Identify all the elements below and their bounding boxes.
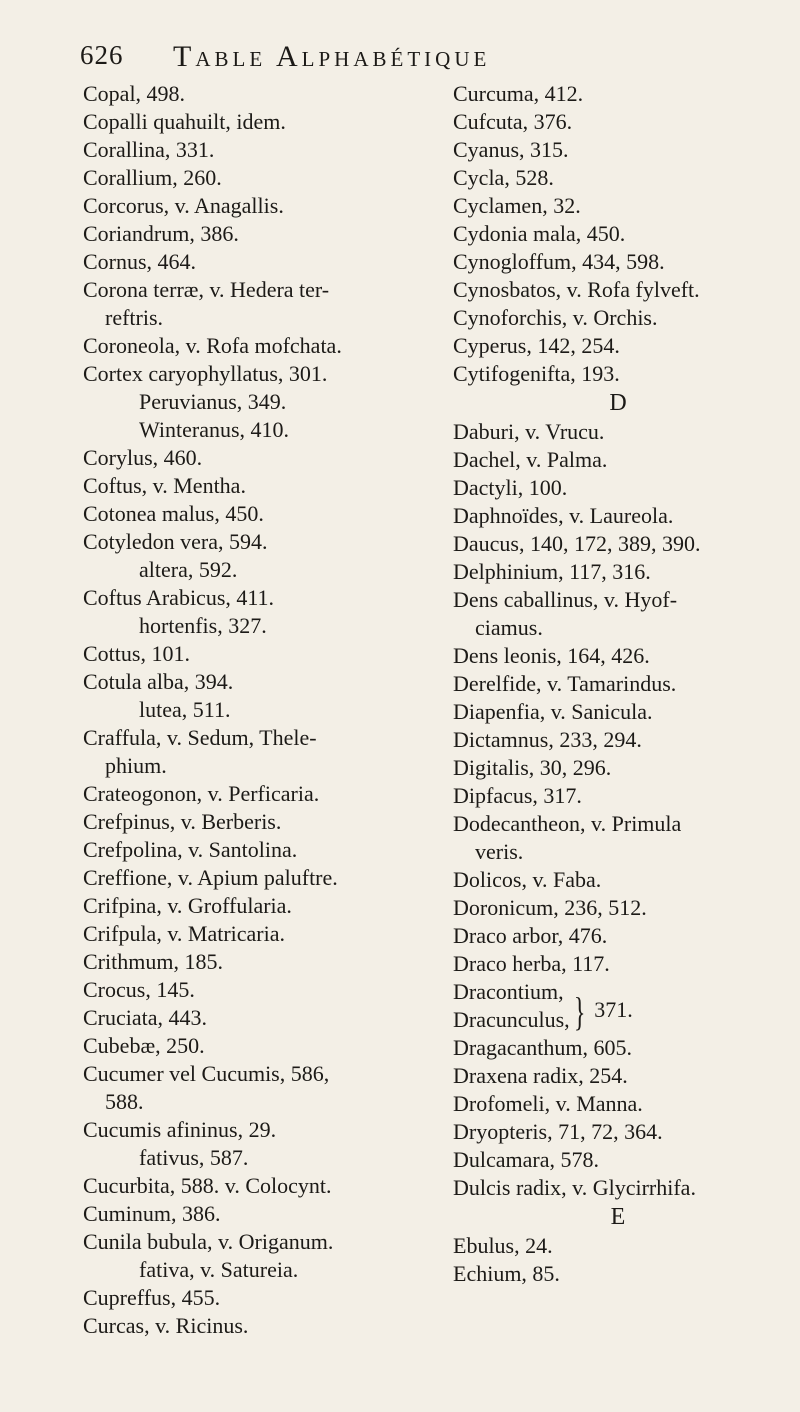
index-entry bbox=[83, 752, 428, 780]
index-entry bbox=[453, 866, 783, 894]
entry-text: Peruvianus, 349. bbox=[139, 389, 287, 414]
entry-text: Copal, 498. bbox=[83, 81, 186, 106]
entry-text: Cynosbatos, v. Rofa fylveft. bbox=[453, 277, 700, 302]
entry-text: Coftus, v. Mentha. bbox=[83, 473, 246, 498]
entry-text: Dodecantheon, v. Primula bbox=[453, 811, 682, 836]
index-entry bbox=[453, 474, 783, 502]
entry-text: Draco herba, 117. bbox=[453, 951, 610, 976]
index-entry bbox=[453, 530, 783, 558]
entry-text: Crefpolina, v. Santolina. bbox=[83, 837, 298, 862]
entry-text: Cucumer vel Cucumis, 586, bbox=[83, 1061, 330, 1086]
index-entry bbox=[83, 640, 428, 668]
index-entry bbox=[453, 1232, 783, 1260]
index-entry bbox=[83, 780, 428, 808]
entry-text: Creffione, v. Apium paluftre. bbox=[83, 865, 338, 890]
index-entry bbox=[453, 894, 783, 922]
entry-text: ciamus. bbox=[475, 615, 543, 640]
index-entry bbox=[83, 388, 428, 416]
entry-text: Dens caballinus, v. Hyof- bbox=[453, 587, 678, 612]
index-entry bbox=[83, 108, 428, 136]
entry-text: Coroneola, v. Rofa mofchata. bbox=[83, 333, 342, 358]
entry-text: veris. bbox=[475, 839, 524, 864]
index-entry bbox=[453, 558, 783, 586]
entry-text: fativa, v. Satureia. bbox=[139, 1257, 299, 1282]
entry-text: Coftus Arabicus, 411. bbox=[83, 585, 275, 610]
entry-text: Ebulus, 24. bbox=[453, 1233, 553, 1258]
index-entry bbox=[83, 332, 428, 360]
entry-text: Cucurbita, 588. v. Colocynt. bbox=[83, 1173, 332, 1198]
index-entry bbox=[83, 192, 428, 220]
index-entry bbox=[83, 360, 428, 388]
entry-text: Cytifogenifta, 193. bbox=[453, 361, 620, 386]
index-entry bbox=[83, 948, 428, 976]
index-entry bbox=[83, 304, 428, 332]
index-entry bbox=[83, 1032, 428, 1060]
entry-text: Corallium, 260. bbox=[83, 165, 222, 190]
entry-text: Cyclamen, 32. bbox=[453, 193, 581, 218]
index-entry bbox=[453, 502, 783, 530]
entry-text: 588. bbox=[105, 1089, 144, 1114]
index-entry bbox=[453, 360, 783, 388]
index-entry bbox=[83, 528, 428, 556]
entry-text: Corylus, 460. bbox=[83, 445, 203, 470]
index-entry bbox=[453, 698, 783, 726]
index-entry bbox=[83, 1144, 428, 1172]
entry-text: Cycla, 528. bbox=[453, 165, 554, 190]
index-entry bbox=[83, 276, 428, 304]
page-number: 626 bbox=[80, 40, 124, 70]
index-entry bbox=[453, 838, 783, 866]
index-entry bbox=[453, 80, 783, 108]
index-entry bbox=[453, 1260, 783, 1288]
entry-text: Dracunculus, bbox=[453, 1007, 570, 1032]
index-column-left bbox=[83, 80, 428, 1340]
entry-text: Corallina, 331. bbox=[83, 137, 215, 162]
entry-text: Cunila bubula, v. Origanum. bbox=[83, 1229, 334, 1254]
index-entry bbox=[83, 500, 428, 528]
entry-text: Echium, 85. bbox=[453, 1261, 560, 1286]
entry-text: Cynoforchis, v. Orchis. bbox=[453, 305, 658, 330]
index-column-right bbox=[453, 80, 783, 1288]
brace-page-ref: } 371. bbox=[573, 989, 633, 1034]
entry-text: hortenfis, 327. bbox=[139, 613, 267, 638]
entry-text: Crefpinus, v. Berberis. bbox=[83, 809, 282, 834]
index-entry bbox=[453, 670, 783, 698]
index-entry bbox=[453, 164, 783, 192]
index-entry bbox=[83, 808, 428, 836]
entry-text: Daucus, 140, 172, 389, 390. bbox=[453, 531, 701, 556]
index-entry bbox=[83, 1200, 428, 1228]
index-entry bbox=[453, 1174, 783, 1202]
entry-text: Cucumis afininus, 29. bbox=[83, 1117, 277, 1142]
index-entry bbox=[453, 192, 783, 220]
entry-text: Cufcuta, 376. bbox=[453, 109, 573, 134]
index-entry bbox=[83, 1228, 428, 1256]
entry-text: Curcas, v. Ricinus. bbox=[83, 1313, 249, 1338]
entry-text: Cortex caryophyllatus, 301. bbox=[83, 361, 328, 386]
entry-text: Cuminum, 386. bbox=[83, 1201, 221, 1226]
entry-text: Dryopteris, 71, 72, 364. bbox=[453, 1119, 663, 1144]
entry-text: Cornus, 464. bbox=[83, 249, 197, 274]
entry-text: E bbox=[610, 1204, 626, 1230]
entry-text: Drofomeli, v. Manna. bbox=[453, 1091, 643, 1116]
entry-text: Crithmum, 185. bbox=[83, 949, 223, 974]
index-entry bbox=[453, 950, 783, 978]
entry-text: Coriandrum, 386. bbox=[83, 221, 239, 246]
index-entry bbox=[83, 1256, 428, 1284]
index-entry bbox=[83, 892, 428, 920]
index-entry bbox=[83, 80, 428, 108]
index-entry bbox=[83, 836, 428, 864]
index-entry bbox=[453, 1146, 783, 1174]
index-entry bbox=[83, 1116, 428, 1144]
entry-text: Crateogonon, v. Perficaria. bbox=[83, 781, 320, 806]
entry-text: altera, 592. bbox=[139, 557, 238, 582]
entry-text: Dulcamara, 578. bbox=[453, 1147, 599, 1172]
entry-text: phium. bbox=[105, 753, 167, 778]
index-entry bbox=[83, 584, 428, 612]
entry-text: Curcuma, 412. bbox=[453, 81, 584, 106]
index-entry bbox=[83, 1060, 428, 1088]
entry-text: Crifpina, v. Groffularia. bbox=[83, 893, 292, 918]
entry-text: Dens leonis, 164, 426. bbox=[453, 643, 650, 668]
index-entry bbox=[83, 612, 428, 640]
entry-text: lutea, 511. bbox=[139, 697, 231, 722]
entry-text: Craffula, v. Sedum, Thele- bbox=[83, 725, 317, 750]
entry-text: Daphnoïdes, v. Laureola. bbox=[453, 503, 674, 528]
index-entry bbox=[83, 556, 428, 584]
entry-text: Winteranus, 410. bbox=[139, 417, 290, 442]
entry-text: Copalli quahuilt, idem. bbox=[83, 109, 286, 134]
index-entry bbox=[453, 108, 783, 136]
entry-text: Dictamnus, 233, 294. bbox=[453, 727, 642, 752]
index-entry bbox=[83, 248, 428, 276]
section-letter bbox=[453, 1202, 783, 1232]
index-entry bbox=[83, 724, 428, 752]
entry-text: Cydonia mala, 450. bbox=[453, 221, 626, 246]
entry-text: Dipfacus, 317. bbox=[453, 783, 582, 808]
entry-text: Cyanus, 315. bbox=[453, 137, 569, 162]
entry-text: Draxena radix, 254. bbox=[453, 1063, 628, 1088]
entry-text: Cotyledon vera, 594. bbox=[83, 529, 268, 554]
entry-text: Dracontium, bbox=[453, 979, 564, 1004]
index-entry bbox=[453, 418, 783, 446]
index-entry bbox=[453, 810, 783, 838]
index-entry bbox=[83, 1172, 428, 1200]
running-title: Table Alphabétique bbox=[173, 40, 491, 73]
index-entry bbox=[453, 922, 783, 950]
index-entry bbox=[453, 726, 783, 754]
entry-text: Corcorus, v. Anagallis. bbox=[83, 193, 284, 218]
index-entry bbox=[83, 696, 428, 724]
index-entry bbox=[83, 220, 428, 248]
entry-text: Cotula alba, 394. bbox=[83, 669, 234, 694]
entry-text: Cupreffus, 455. bbox=[83, 1285, 221, 1310]
index-entry bbox=[453, 304, 783, 332]
index-entry bbox=[453, 220, 783, 248]
page-header bbox=[80, 40, 740, 80]
index-entry bbox=[453, 1118, 783, 1146]
index-entry bbox=[83, 1088, 428, 1116]
index-entry bbox=[83, 472, 428, 500]
entry-text: Crifpula, v. Matricaria. bbox=[83, 921, 285, 946]
entry-text: Dragacanthum, 605. bbox=[453, 1035, 632, 1060]
index-entry bbox=[453, 1090, 783, 1118]
entry-text: reftris. bbox=[105, 305, 164, 330]
entry-text: Cyperus, 142, 254. bbox=[453, 333, 620, 358]
index-entry bbox=[83, 136, 428, 164]
index-entry bbox=[83, 1312, 428, 1340]
entry-text: Digitalis, 30, 296. bbox=[453, 755, 612, 780]
index-entry bbox=[453, 276, 783, 304]
entry-text: Cubebæ, 250. bbox=[83, 1033, 205, 1058]
entry-text: Cynogloffum, 434, 598. bbox=[453, 249, 665, 274]
brace-value: 371. bbox=[594, 997, 633, 1023]
index-entry bbox=[83, 668, 428, 696]
index-entry bbox=[453, 614, 783, 642]
index-entry bbox=[83, 444, 428, 472]
section-letter bbox=[453, 388, 783, 418]
entry-text: Doronicum, 236, 512. bbox=[453, 895, 647, 920]
index-entry bbox=[83, 864, 428, 892]
entry-text: Dachel, v. Palma. bbox=[453, 447, 608, 472]
entry-text: Diapenfia, v. Sanicula. bbox=[453, 699, 653, 724]
index-entry bbox=[453, 782, 783, 810]
index-entry bbox=[83, 1284, 428, 1312]
index-entry bbox=[83, 164, 428, 192]
index-entry bbox=[453, 1034, 783, 1062]
index-entry bbox=[453, 332, 783, 360]
index-entry bbox=[83, 416, 428, 444]
entry-text: Crocus, 145. bbox=[83, 977, 195, 1002]
entry-text: Cottus, 101. bbox=[83, 641, 190, 666]
entry-text: Daburi, v. Vrucu. bbox=[453, 419, 605, 444]
entry-text: fativus, 587. bbox=[139, 1145, 249, 1170]
entry-text: Draco arbor, 476. bbox=[453, 923, 608, 948]
index-entry bbox=[83, 920, 428, 948]
entry-text: Dulcis radix, v. Glycirrhifa. bbox=[453, 1175, 696, 1200]
entry-text: Dactyli, 100. bbox=[453, 475, 568, 500]
entry-text: Delphinium, 117, 316. bbox=[453, 559, 651, 584]
index-entry bbox=[83, 976, 428, 1004]
index-entry bbox=[453, 754, 783, 782]
index-entry bbox=[83, 1004, 428, 1032]
index-entry bbox=[453, 586, 783, 614]
entry-text: D bbox=[609, 390, 627, 416]
index-entry bbox=[453, 1062, 783, 1090]
entry-text: Dolicos, v. Faba. bbox=[453, 867, 602, 892]
index-entry bbox=[453, 248, 783, 276]
entry-text: Cruciata, 443. bbox=[83, 1005, 208, 1030]
entry-text: Cotonea malus, 450. bbox=[83, 501, 264, 526]
index-entry bbox=[453, 642, 783, 670]
entry-text: Corona terræ, v. Hedera ter- bbox=[83, 277, 330, 302]
index-entry bbox=[453, 446, 783, 474]
entry-text: Derelfide, v. Tamarindus. bbox=[453, 671, 677, 696]
index-entry bbox=[453, 136, 783, 164]
